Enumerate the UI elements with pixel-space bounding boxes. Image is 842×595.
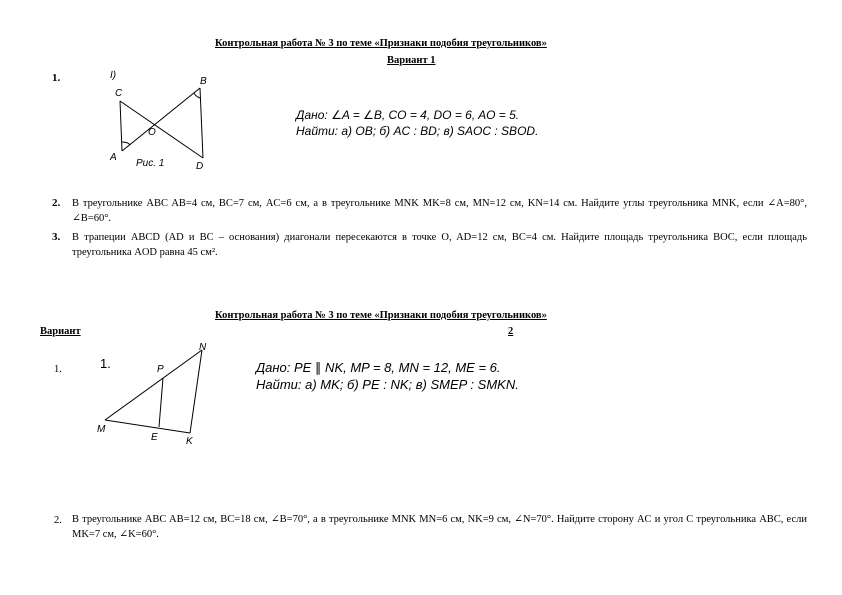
segment-PE bbox=[159, 378, 163, 427]
variant2-find: Найти: а) MK; б) PE : NK; в) SMEP : SMKN. bbox=[256, 377, 519, 392]
variant1-problem3-text: В трапеции ABCD (AD и BC – основания) диагонали пересекаются в точке O, AD=12 см, BC=4 см. Найдите площадь треугольника BOC, если площадь треугольника AOD равна 45 см². bbox=[72, 232, 807, 258]
variant2-title: Контрольная работа № 3 по теме «Признаки подобия треугольников» bbox=[215, 310, 547, 321]
point-D-label: D bbox=[196, 161, 204, 172]
angle-A-mark bbox=[122, 142, 130, 145]
variant1-label: Вариант 1 bbox=[387, 55, 436, 66]
variant1-problem1-number: 1. bbox=[52, 72, 61, 84]
variant1-find: Найти: а) OB; б) AC : BD; в) SAOC : SBOD. bbox=[296, 124, 539, 138]
variant2-given: Дано: PE ∥ NK, MP = 8, MN = 12, ME = 6. bbox=[256, 360, 501, 375]
variant1-problem2-text: В треугольнике ABC AB=4 см, BC=7 см, AC=6 см, а в треугольнике MNK MK=8 см, MN=12 см, KN=14 см. Найдите углы треугольника MNK, если ∠A=80°, ∠B=60°. bbox=[72, 198, 807, 224]
point-M-label: M bbox=[97, 424, 106, 435]
variant1-given: Дано: ∠A = ∠B, CO = 4, DO = 6, AO = 5. bbox=[296, 108, 520, 122]
variant2-label: Вариант bbox=[40, 326, 81, 337]
segment-MN bbox=[105, 350, 202, 420]
variant2-number: 2 bbox=[508, 326, 514, 337]
point-O-label: O bbox=[148, 127, 156, 138]
point-A-label: A bbox=[110, 152, 117, 163]
segment-AB bbox=[122, 88, 200, 151]
segment-CA bbox=[120, 101, 122, 151]
figure1-roman-label: I) bbox=[110, 70, 117, 81]
point-E-label: E bbox=[151, 432, 158, 443]
point-N-label: N bbox=[199, 342, 207, 353]
figure2-roman-label: 1. bbox=[100, 356, 111, 371]
variant1-problem3-number: 3. bbox=[52, 231, 61, 243]
figure1-caption: Рис. 1 bbox=[136, 158, 165, 169]
point-P-label: P bbox=[157, 364, 164, 375]
variant2-problem2-number: 2. bbox=[54, 515, 62, 526]
segment-BD bbox=[200, 88, 203, 158]
point-C-label: C bbox=[115, 88, 123, 99]
variant1-figure bbox=[100, 66, 220, 176]
angle-B-mark bbox=[194, 93, 200, 98]
segment-MK bbox=[105, 420, 190, 433]
segment-NK bbox=[190, 350, 202, 433]
point-K-label: K bbox=[186, 436, 193, 447]
point-B-label: B bbox=[200, 76, 207, 87]
variant2-problem2-text: В треугольнике ABC AB=12 см, BC=18 см, ∠B=70°, а в треугольнике MNK MN=6 см, NK=9 см, ∠N=70°. Найдите сторону AC и угол C треугольника ABC, если MK=7 см, ∠K=60°. bbox=[72, 514, 807, 540]
segment-CD bbox=[120, 101, 203, 158]
variant2-figure bbox=[95, 340, 215, 450]
variant1-problem2-number: 2. bbox=[52, 197, 61, 209]
variant1-title: Контрольная работа № 3 по теме «Признаки подобия треугольников» bbox=[215, 38, 547, 49]
variant2-problem1-number: 1. bbox=[54, 364, 62, 375]
